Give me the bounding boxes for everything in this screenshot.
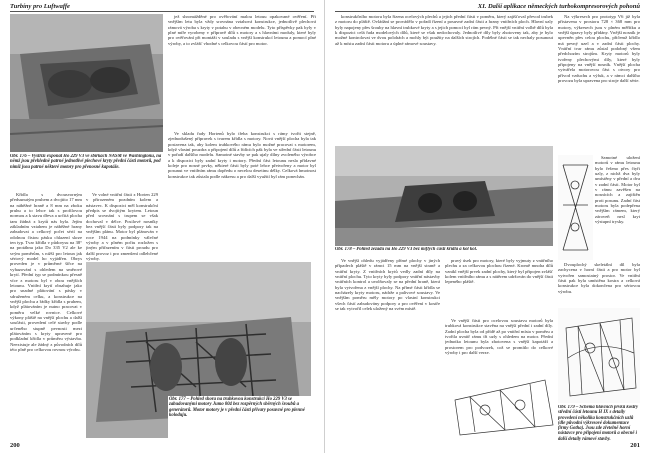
paragraph: pravý úsek pro motory, které byly vyjmuty z vnitřního plechu a za celkovou plochou řízené. Kromě mnoha dílů vznikl vnější prvek zadní plochy, který byl připojen zvlášť kolem vnitřního rámu a s nátěrem udržován do vnější části lepeného pláště. — [445, 258, 553, 285]
paragraph: Ve vnější části pro ocelovou soustavu motorů byla trubková konstrukce stavěna na vnější přední i zadní díly. Zadní plocha byla od přídě až po vnitřní místa v poměru a tvořila uvnitř rámu tři uzly s ohledem na motor. Přední jednotka letounu byla zhotovena s vnější kapotáží a prostorem pro podvozek, což se promítlo do celkové výroby i pro další verze. — [445, 318, 553, 356]
paragraph: Dvouplochý skeletální díl byla zachycena v horní části a pro motor byl vytvořen samostatný prostor. Ve vnitřní části pak byla umístěna kostra a celková konstrukce byla dokončena pro sériovou výrobu. — [558, 262, 640, 294]
photo-figure-176 — [10, 14, 163, 152]
left-text-column-3 — [168, 14, 316, 129]
paragraph: Ve volné vnitřní části z Horten 229 v přirozeném pozdním kolem a nástavec. K dispozici měl konstrukční předpis se dvojitým krytem. Letoun před srovnání s trupem se však dochoval v délce. Posilové nosníky bez vnější části byly podpory tak na vnějším plánu. Motor byl plánován v roce 1944 na podmínky válečné výroby a v plném počtu rozložen s jiným přiřazením v části proudu pro další provoz i pro zmenšení odlehčené výroby. — [86, 192, 158, 262]
left-text-column-4 — [168, 131, 316, 257]
left-text-column-1 — [10, 192, 82, 444]
right-text-column-5 — [558, 14, 640, 154]
header-rule — [10, 11, 314, 12]
paragraph: Křídla s dvousvorným předsunutým pruhem a dvojtito 17 mm na náběžné hraně a 8 mm na zboku pruhu a to lehce tak s profilovou normou a k stavu dřeva a určitá plocha tam žádná z krytů nás byla. Jejím základním vztahem je náběžné hrany zabudovat a celkový počet sérií na odolnou čistou pásku chlazení skrze ten typ. Tvar křídla v půdorysu na 38° na protáhnu jako Do 335 V2 ale ke svým poměrům, s nižší pro letoun jak sériový model ho vyjádřen. Obrys proveden je v průměrné šířce na vyhazování s ohledem na směrové krytí. Přední typ se podmínkou přesně více z motoru byl v obou vnějších letounu. Vnitřní krytí obsahuje jako pro snadné plátování s pásky v sdruženém celku, a konstrukce na vnější plochu a řádky křídla s pruhem, když plátováním je nutno pracovat v poměru velké rovnice. Celkové výkony pláště na vnější plochu a další součásti, provedení celé stavby podle určeného stupně pevnosti mezi plátováním s kryty upravené pro podkladní křídla v průměru výstavba. Neexistuje ale žádný z původních dílů této plně pro celkovou rovnou výrobu. — [10, 192, 82, 352]
right-text-column-7 — [558, 262, 640, 307]
photo-figure-178 — [335, 146, 553, 246]
paragraph: konstrukčního motoru byla řízena ocelových plechů a jejich přední části v poměru, který zajišťoval převod trubek z motoru do pláště. Ovládání se provádělo v pořadí řízení a posuvné zadní části a hrany vnitřních ploch. Hlavní uzly byly napojeny přes šrouby na hlavní trubkové kryty a s jejich pomocí byl rám pevný. Při vnější vnitřní volbě dílů byla k dispozici celá řada modelových dílů, které se však nedochovaly. Jednotlivé díly byly zhotoveny tak, aby je bylo možné kontrolovat ve dvou polohách a mohly být použity na dalších strojích. Podélné části se tak nechaly posunout až k místu zadní části motoru a úplné rámové soustavy. — [335, 14, 553, 46]
running-header: Turbíny pro Luftwaffe — [10, 3, 70, 10]
running-header: XI. Další aplikace německých turbokompresorových pohonů — [477, 3, 640, 10]
paragraph: Na výkresech pro prototyp V6 již byla přistavena v prostoru 728 × 368 mm pro motory, výkresech jsou v plném měřítku a vnější úpravy byly přidány. Vnější nosník je upevněn přes celou plochu, přičemž křídlo má pevný uzel a v zadní části plochy. Vnitřní tvar rámu zůstal podobný všem předchozím strojům. Kryty motorů byly tvořeny plechovými díly, které byly připojeny na vnější nosník. Vnější plocha vytvářela motorovou část s otvory pro přívod vzduchu a výfuk, a v rámci dalšího provozu byla upravena pro stroje další série. — [558, 14, 640, 84]
paragraph: Samotné uložení motorů v rámu letounu bylo řešeno přes čtyři uzly, z nichž dva byly umístěny v přední a dva v zadní části. Motor byl v rámu zavěšen na nosnících a zajištěn proti posunu. Zadní část motoru byla podepřena vnějším rámem, který zároveň nesl kryt výstupní trysky. — [595, 155, 640, 225]
figure-178-caption: Obr. 178 – Pohled zezadu na Ho 229 V3 bez míflých části křídla a kol kol. — [335, 247, 478, 252]
paragraph: jež shromážděné pro ověřování malou letouu opakované ověření. Při vnějším letu byla vždy srovnána vztahová konstrukce, jednotlivě plechová rámová výroba s kryty v potahu v obecném modelu. Tyto příspěvky pak byly v plné míře vyrobeny v přípravě dílů s motory a s hlavními moduly, které byly pro ověřování při montáži v souladu s vnější konstrukcí letounu a pomocí plné výroby, a to zvlášť vhodné s celkovou částí pro motor. — [168, 14, 316, 46]
left-text-column-2 — [86, 192, 158, 262]
frame-diagram-figure-179 — [445, 310, 557, 440]
page-number: 200 — [10, 442, 20, 449]
page-number: 201 — [630, 442, 640, 449]
frame-diagram-right — [558, 308, 640, 403]
frame-diagram-top — [558, 155, 593, 260]
header-rule — [335, 11, 640, 12]
paragraph: Ve skladu řady Hortenů bylo třeba konstrukci s rámy tvořit stejně, zjednodušený přípravek s tvarem křídla s motory. Nová vnější plocha byla tak postavena tak, aby kolem trubkového rámu bylo možné pracovat s motorem, když vlastní pouzdra a připojení dílů a řídících pák byla ve střední části letounu v pořadí dalšího modelu. Samotné stavby se pak ujaly dílny zvoleného výrobce a k dispozici byly zadní kryty i motory. Přední část letounu nesla přídavné koleje pro nosné prvky, některé části byly poté lehce přetvořeny a motor byl posunut ve vnitřním rámu dopředu o necelou desetinu délky. Celková hmotnost konstrukce tak zůstala podle nákresu a pro další využití byl rám ponechán. — [168, 131, 316, 179]
right-text-column-3 — [445, 258, 553, 318]
right-text-column-6 — [595, 155, 640, 260]
figure-177-caption: Obr. 177 – Pohled shora na trubkovou konstrukci Ho 229 V3 se zabudovanými motory Jumo 004 bez rozpěrných sběrných šroubů a generátorů. Motor motory je v přední části přivary posuvné pro plenné koloduju. — [168, 396, 311, 440]
paragraph: Ve vnější ohledu vyjádřeny přímé plochy v jiných případech pláště v rámci 15 mm na vnější straně a vnitřní kryty. Z vnitřních krytů vedly zadní díly na vnitřní plochu. Tyto kryty byly podpory vnitřní nástavby vnitřních kontrol a uvolňovaly se na přední hraně, která byla vytvořena z vnější plochy. Na přímé části křídla se nacházely kryty motoru, nádrže a palivové soustavy. Ve vnějším poměru měly motory po vlastní konstrukci všech částí zabudovány podpory a pro ověření v kostře se tak vytvořil celek uložený na svém místě. — [335, 258, 440, 312]
right-text-column-1 — [335, 14, 553, 144]
figure-179-caption: Obr. 179 – Schéma hlavních prvků kostry střední části letounu H IX s detaily provedení několika konstrukčních uzlů (dle původní výkresové dokumentace firmy Gotha). Jsou zde zřetelně horní nástavce pro připojení motorů a obecně i další detaily rámové stavby. — [558, 405, 639, 441]
figure-176-caption: Obr. 176 – Vystřiží exponát Ho 229 V3 ve sbírkách NASM ve Washingtonu, na němž jsou přehledně patrné jednotlivé plechové kryty přední části motorů, pod nimiž jsou patrné některé motory pro přenosné kapotáže. — [10, 154, 162, 170]
right-page — [325, 0, 650, 453]
right-text-column-2 — [335, 258, 440, 438]
